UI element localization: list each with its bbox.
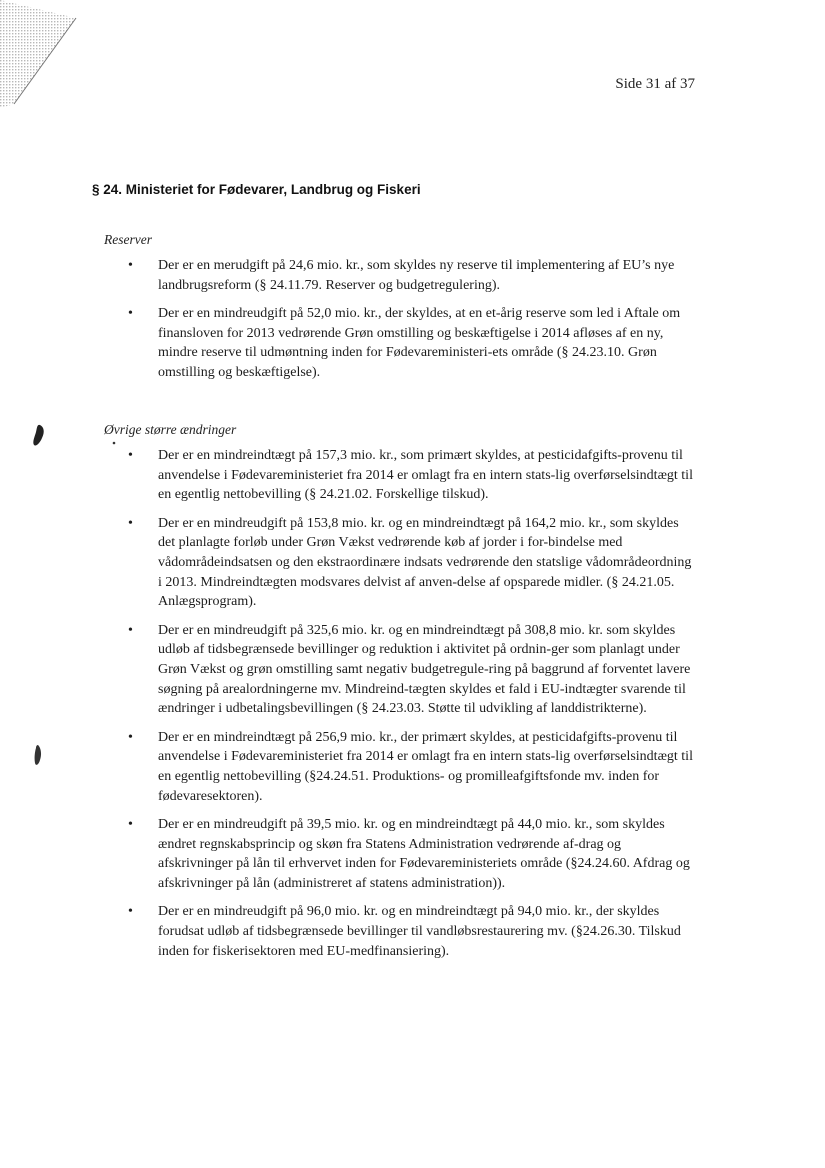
list-item: • Der er en mindreudgift på 153,8 mio. kr. og en mindreindtægt på 164,2 mio. kr., som skyldes det planlagte forløb under Grøn Vækst vedrørende køb af jorder i for-bindelse med vådområdeindsatsen og den ekstraordinære indsats vedrørende den statslige vådområdeordning i 2013. Mindreindtægten modsvares delvist af anven-delse af opsparede midler. (§ 24.21.05. Anlægsprogram). [128,514,698,612]
section-title-oevrige: Øvrige større ændringer [104,422,237,437]
bullet-list-oevrige [128,446,698,970]
page-number: Side 31 af 37 [615,76,695,92]
section-title-reserver: Reserver [104,232,152,247]
list-item: • Der er en mindreudgift på 39,5 mio. kr. og en mindreindtægt på 44,0 mio. kr., som skyldes ændret regnskabsprincip og skøn fra Statens Administration vedrørende af-drag og afskrivninger på lån til erhvervet inden for Fødevareministeriets område (§24.24.60. Afdrag og afskrivninger på lån (administreret af statens administration)). [128,815,698,893]
ink-blot-mark [32,424,46,448]
list-item: • Der er en mindreudgift på 325,6 mio. kr. og en mindreindtægt på 308,8 mio. kr. som skyldes udløb af tidsbegrænsede bevillinger og reduktion i aktivitet på ordnin-ger som planlagt under Grøn Vækst og grøn omstilling samt negativ budgetregule-ring på baggrund af forventet lavere søgning på arealordningerne mv. Mindreind-tægten skyldes et fald i EU-indtægter svarende til ændringer i udbetalingsbevillingen (§ 24.23.03. Støtte til udvikling af landdistrikterne). [128,621,698,719]
bullet-list-reserver [128,256,698,392]
ink-blot-mark [33,745,43,767]
section-heading: § 24. Ministeriet for Fødevarer, Landbrug og Fiskeri [92,182,421,197]
list-item: • Der er en mindreindtægt på 157,3 mio. kr., som primært skyldes, at pesticidafgifts-provenu til anvendelse i Fødevareministeriet fra 2014 er omlagt fra en intern stats-lig overførselsindtægt til en egentlig nettobevilling (§ 24.21.02. Forskellige tilskud). [128,446,698,505]
scan-corner-mark [0,0,80,110]
list-item: • Der er en mindreindtægt på 256,9 mio. kr., der primært skyldes, at pesticidafgifts-provenu til anvendelse i Fødevareministeriet fra 2014 er omlagt fra en intern stats-lig overførselsindtægt til en egentlig nettobevilling (§24.24.51. Produktions- og promilleafgiftsfonde mv. inden for fødevaresektoren). [128,728,698,806]
list-item: • Der er en merudgift på 24,6 mio. kr., som skyldes ny reserve til implementering af EU’s nye landbrugsreform (§ 24.11.79. Reserver og budgetregulering). [128,256,698,295]
list-item: • Der er en mindreudgift på 52,0 mio. kr., der skyldes, at en et-årig reserve som led i Aftale om finansloven for 2013 vedrørende Grøn omstilling og beskæftigelse i 2014 afløses af en ny, mindre reserve til udmøntning inden for Fødevareministeri-ets område (§ 24.23.10. Grøn omstilling og beskæftigelse). [128,304,698,382]
list-item: • Der er en mindreudgift på 96,0 mio. kr. og en mindreindtægt på 94,0 mio. kr., der skyldes forudsat udløb af tidsbegrænsede bevillinger til vandløbsrestaurering mv. (§24.26.30. Tilskud inden for fiskerisektoren med EU-medfinansiering). [128,902,698,961]
ink-speck-mark [112,441,116,445]
